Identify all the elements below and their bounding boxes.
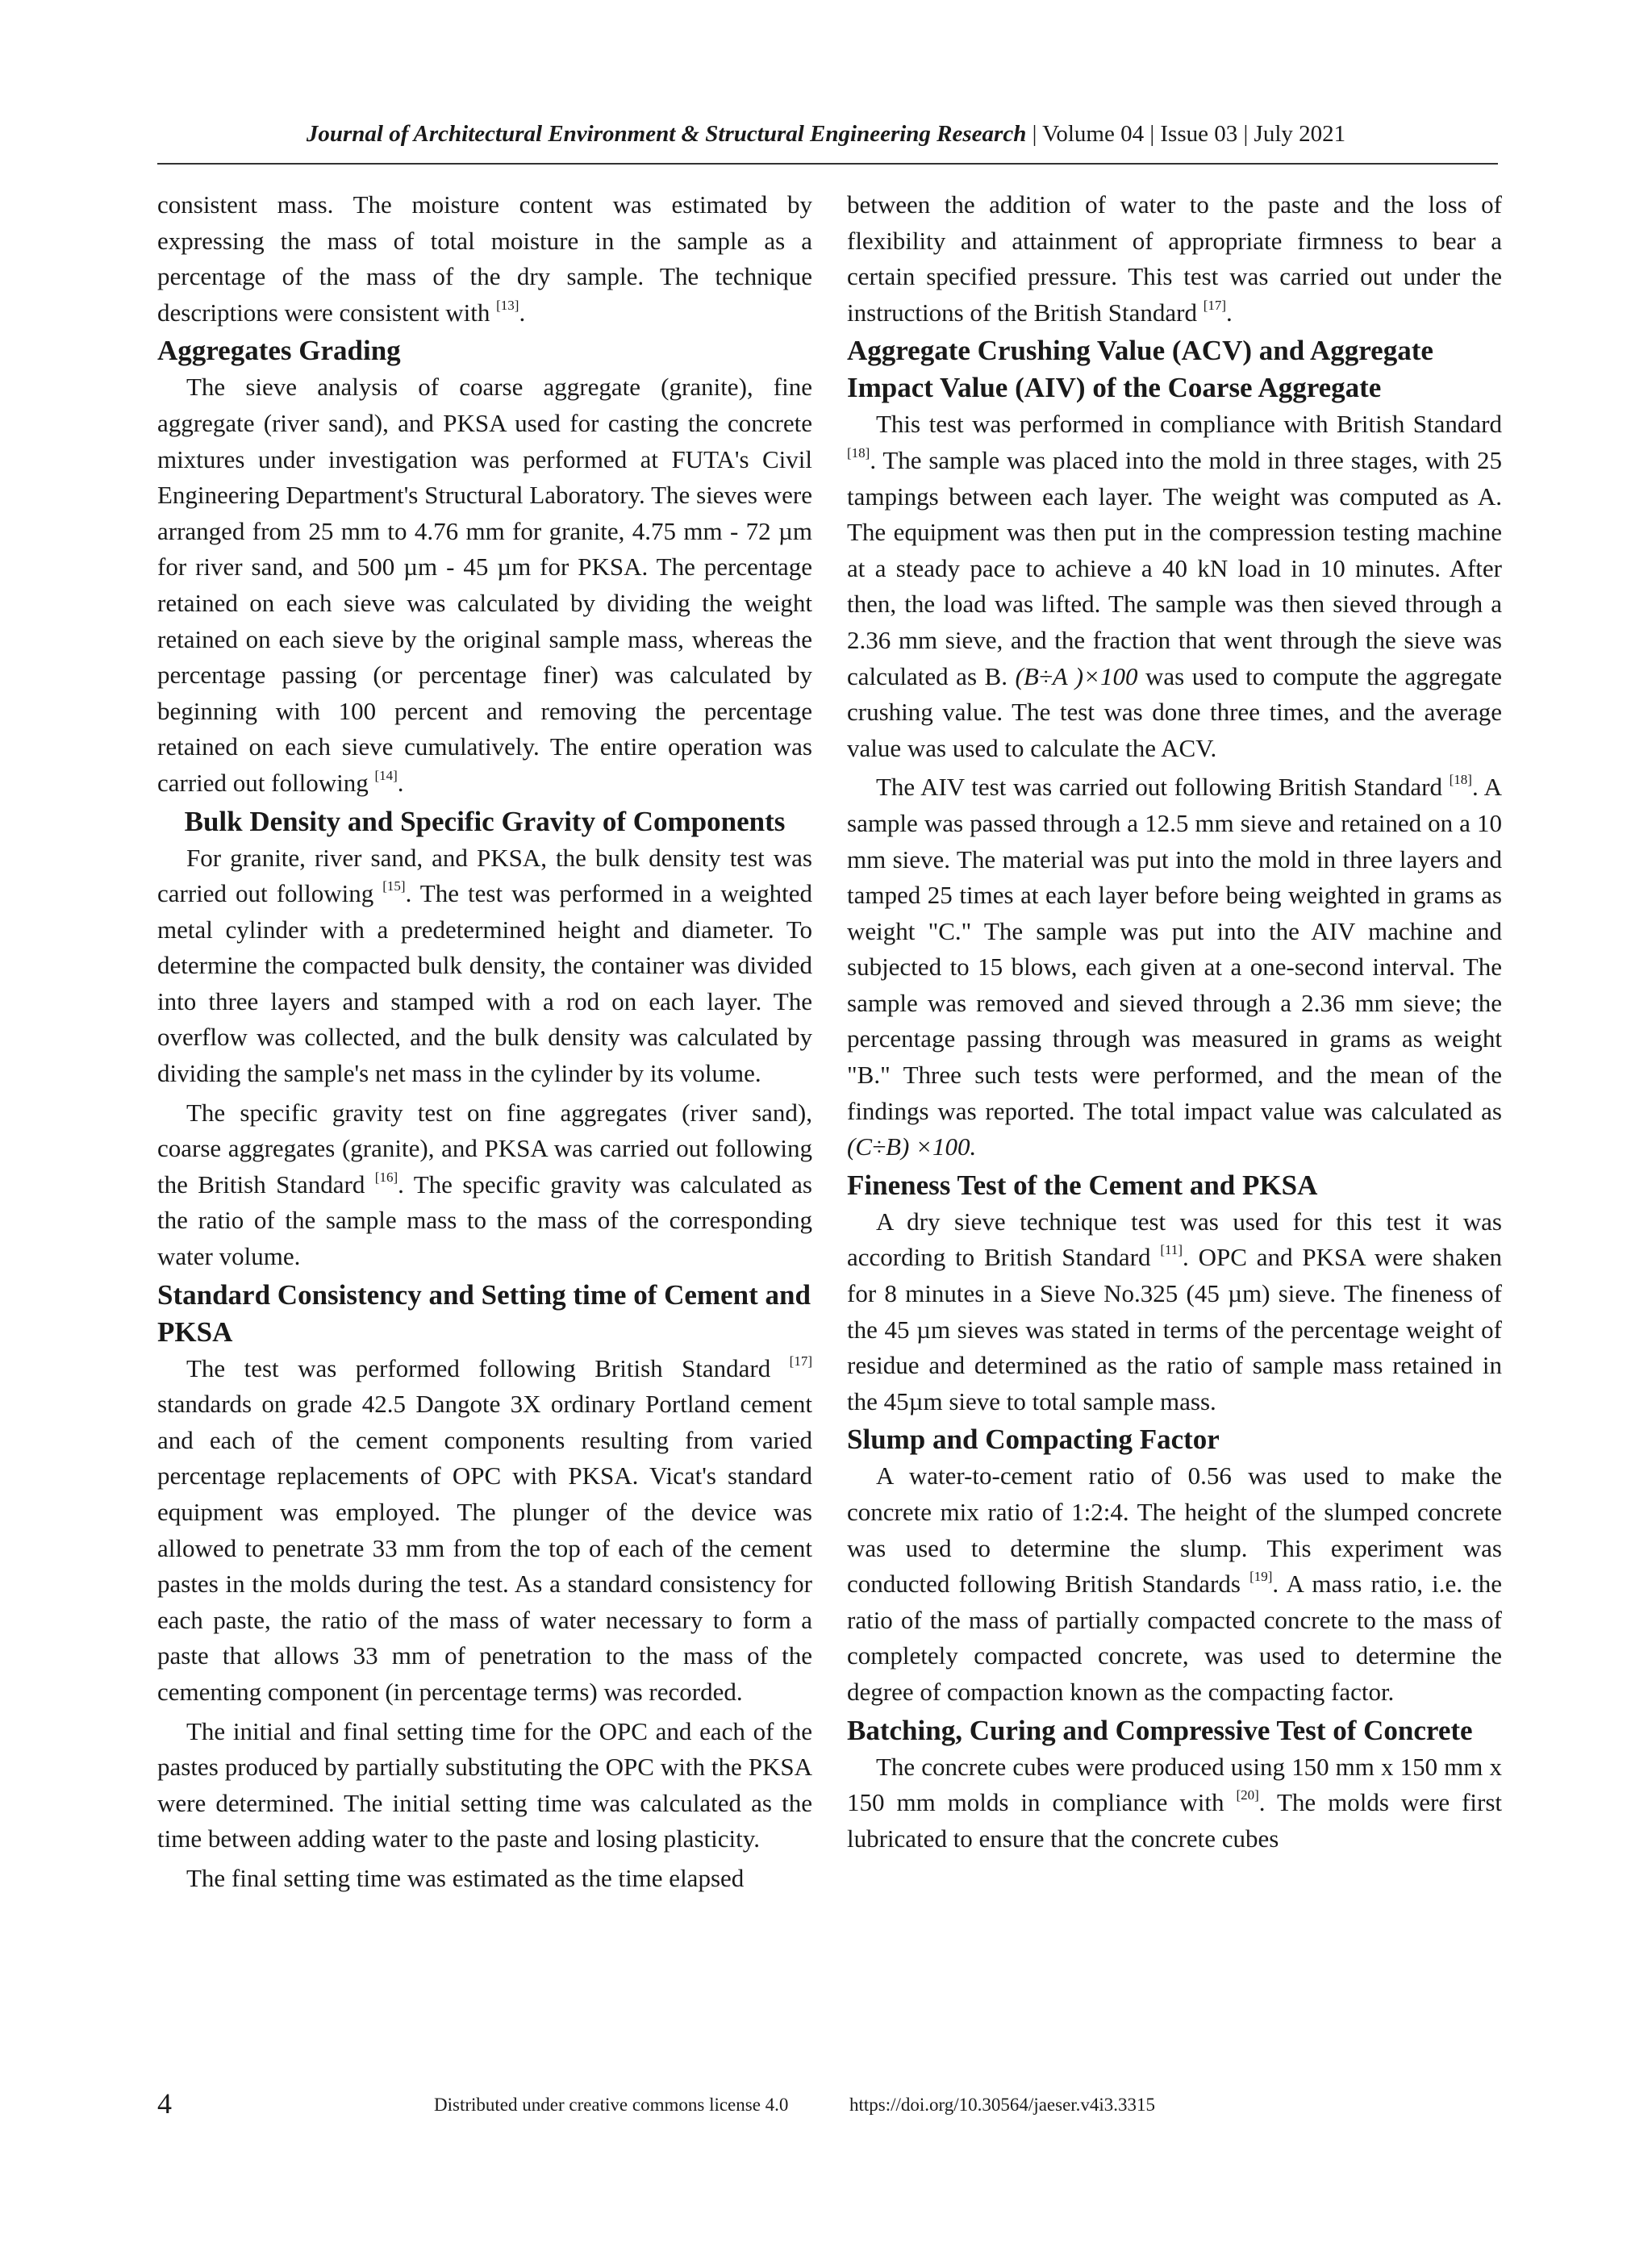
- paragraph-text: This test was performed in compliance with British Standard: [876, 410, 1502, 439]
- doi-link[interactable]: https://doi.org/10.30564/jaeser.v4i3.3315: [849, 2095, 1156, 2115]
- paragraph-text: The sieve analysis of coarse aggregate (granite), fine aggregate (river sand), and PKSA used for casting the concrete mixtures under investigation was performed at FUTA's Civil Engineering Department's Structural Laboratory. The sieves were arranged from 25 mm to 4.76 mm for granite, 4.75 mm - 72 µm for river sand, and 500 µm - 45 µm for PKSA. The percentage retained on each sieve was calculated by dividing the weight retained on each sieve by the original sample mass, whereas the percentage passing (or percentage finer) was calculated by beginning with 100 percent and removing the percentage retained on each sieve cumulatively. The entire operation was carried out following: [157, 373, 812, 797]
- paragraph: consistent mass. The moisture content was estimated by expressing the mass of total moisture in the sample as a percentage of the mass of the dry sample. The technique descriptions were consistent with [13].: [157, 190, 812, 327]
- paragraph-text: . A mass ratio, i.e. the ratio of the mass of partially compacted concrete to the mass of completely compacted concrete, was used to determine the degree of compaction known as the compacting factor.: [847, 1570, 1502, 1706]
- paragraph: between the addition of water to the paste and the loss of flexibility and attainment of appropriate firmness to bear a certain specified pressure. This test was carried out under the instructions of the British Standard [17].: [847, 190, 1502, 327]
- section-heading-aggregates-grading: Aggregates Grading: [157, 335, 401, 367]
- journal-title: Journal of Architectural Environment & Structural Engineering Research: [306, 121, 1027, 147]
- paragraph-text: was used to compute the aggregate crushing value. The test was done three times, and the average value was used to calculate the ACV.: [847, 661, 1502, 762]
- paragraph: The sieve analysis of coarse aggregate (granite), fine aggregate (river sand), and PKSA used for casting the concrete mixtures under investigation was performed at FUTA's Civil Engineering Department's Structural Laboratory. The sieves were arranged from 25 mm to 4.76 mm for granite, 4.75 mm - 72 µm for river sand, and 500 µm - 45 µm for PKSA. The percentage retained on each sieve was calculated by dividing the weight retained on each sieve by the original sample mass, whereas the percentage passing (or percentage finer) was calculated by beginning with 100 percent and removing the percentage retained on each sieve cumulatively. The entire operation was carried out following [14].: [157, 373, 812, 797]
- paragraph-text: . The sample was placed into the mold in three stages, with 25 tampings between each layer. The weight was computed as A. The equipment was then put in the compression testing machine at a steady pace to achieve a 40 kN load in 10 minutes. After then, the load was lifted. The sample was then sieved through a 2.36 mm sieve, and the fraction that went through the sieve was calculated as B.: [847, 445, 1502, 690]
- section-heading-bulk-density: Bulk Density and Specific Gravity of Components: [184, 805, 786, 837]
- paragraph-text: For granite, river sand, and PKSA, the bulk density test was carried out following: [157, 843, 812, 908]
- citation: [11]: [1160, 1242, 1183, 1258]
- header-divider: [157, 163, 1498, 165]
- paragraph-text: . The molds were first lubricated to ensure that the concrete cubes: [847, 1788, 1503, 1853]
- paragraph: [157, 840, 812, 1092]
- citation: [16]: [374, 1169, 398, 1185]
- paragraph: The final setting time was estimated as the time elapsed: [186, 1863, 745, 1892]
- citation: [17]: [789, 1353, 812, 1369]
- citation: [19]: [1249, 1569, 1273, 1585]
- right-column: [847, 187, 1502, 1857]
- paragraph: [157, 1351, 812, 1711]
- citation: [18]: [847, 444, 870, 461]
- paragraph-text: consistent mass. The moisture content was estimated by expressing the mass of total moisture in the sample as a percentage of the mass of the dry sample. The technique descriptions were consistent with: [157, 190, 812, 327]
- running-header: [0, 118, 1652, 150]
- paragraph: [847, 769, 1502, 1165]
- paragraph-text: standards on grade 42.5 Dangote 3X ordinary Portland cement and each of the cement components resulting from varied percentage replacements of OPC with PKSA. Vicat's standard equipment was employed. The plunger of the device was allowed to penetrate 33 mm from the top of each of the cement pastes in the molds during the test. As a standard consistency for each paste, the ratio of the mass of water necessary to form a paste that allows 33 mm of penetration to the mass of the cementing component (in percentage terms) was recorded.: [157, 1390, 812, 1706]
- paragraph: [847, 1749, 1502, 1857]
- citation: [17]: [1203, 297, 1227, 313]
- formula: (B÷A )×100: [1015, 661, 1138, 690]
- paragraph-text: The AIV test was carried out following British Standard: [876, 773, 1450, 802]
- section-heading-slump: Slump and Compacting Factor: [847, 1424, 1220, 1456]
- left-column: [157, 187, 812, 1897]
- paragraph: [847, 406, 1502, 766]
- paragraph: [157, 1095, 812, 1275]
- paragraph-text: The concrete cubes were produced using 150 mm x 150 mm x 150 mm molds in compliance with: [847, 1752, 1502, 1817]
- section-heading-acv-aiv: Aggregate Crushing Value (ACV) and Aggregate Impact Value (AIV) of the Coarse Aggregate: [847, 335, 1433, 404]
- paragraph-text: . The test was performed in a weighted metal cylinder with a predetermined height and diameter. To determine the compacted bulk density, the container was divided into three layers and stamped with a rod on each layer. The overflow was collected, and the bulk density was calculated by dividing the sample's net mass in the cylinder by its volume.: [157, 879, 812, 1088]
- section-heading-batching: Batching, Curing and Compressive Test of Concrete: [847, 1714, 1473, 1746]
- section-heading-standard-consistency: Standard Consistency and Setting time of Cement and PKSA: [157, 1278, 811, 1348]
- section-heading-fineness: Fineness Test of the Cement and PKSA: [847, 1169, 1318, 1201]
- citation: [15]: [382, 878, 406, 894]
- citation: [13]: [496, 297, 519, 313]
- page-number: 4: [157, 2087, 172, 2120]
- paragraph-text: . A sample was passed through a 12.5 mm sieve and retained on a 10 mm sieve. The material was put into the mold in three layers and tamped 25 times at each layer before being weighted in grams as weight "C." The sample was put into the AIV machine and subjected to 15 blows, each given at a one-second interval. The sample was removed and sieved through a 2.36 mm sieve; the percentage passing through was measured in grams as weight "B." Three such tests were performed, and the mean of the findings was reported. The total impact value was calculated as: [847, 773, 1502, 1125]
- paragraph-text: The specific gravity test on fine aggregates (river sand), coarse aggregates (granite), and PKSA was carried out following the British Standard: [157, 1098, 812, 1199]
- paragraph-text: between the addition of water to the paste and the loss of flexibility and attainment of appropriate firmness to bear a certain specified pressure. This test was carried out under the instructions of the British Standard: [847, 190, 1502, 327]
- paragraph: [847, 1204, 1502, 1420]
- paragraph-text: . OPC and PKSA were shaken for 8 minutes in a Sieve No.325 (45 µm) sieve. The fineness of the 45 µm sieves was stated in terms of the percentage weight of residue and determined as the ratio of sample mass retained in the 45µm sieve to total sample mass.: [847, 1243, 1502, 1415]
- paragraph-text: The test was performed following British Standard: [186, 1353, 790, 1382]
- license-note: Distributed under creative commons license 4.0: [434, 2095, 789, 2115]
- issue-info: | Volume 04 | Issue 03 | July 2021: [1026, 121, 1346, 147]
- citation: [20]: [1236, 1787, 1259, 1803]
- paragraph-text: . The specific gravity was calculated as the ratio of the sample mass to the mass of the corresponding water volume.: [157, 1169, 812, 1271]
- formula: (C÷B) ×100.: [847, 1132, 977, 1161]
- paragraph: The initial and final setting time for the OPC and each of the pastes produced by partially substituting the OPC with the PKSA were determined. The initial setting time was calculated as the time between adding water to the paste and losing plasticity.: [157, 1716, 812, 1853]
- paragraph-text: A water-to-cement ratio of 0.56 was used to make the concrete mix ratio of 1:2:4. The height of the slumped concrete was used to determine the slump. This experiment was conducted following British Standards: [847, 1461, 1502, 1599]
- citation: [18]: [1449, 772, 1472, 788]
- paragraph: [847, 1458, 1502, 1710]
- paragraph-text: A dry sieve technique test was used for this test it was according to British Standard: [847, 1207, 1502, 1272]
- citation: [14]: [374, 767, 398, 783]
